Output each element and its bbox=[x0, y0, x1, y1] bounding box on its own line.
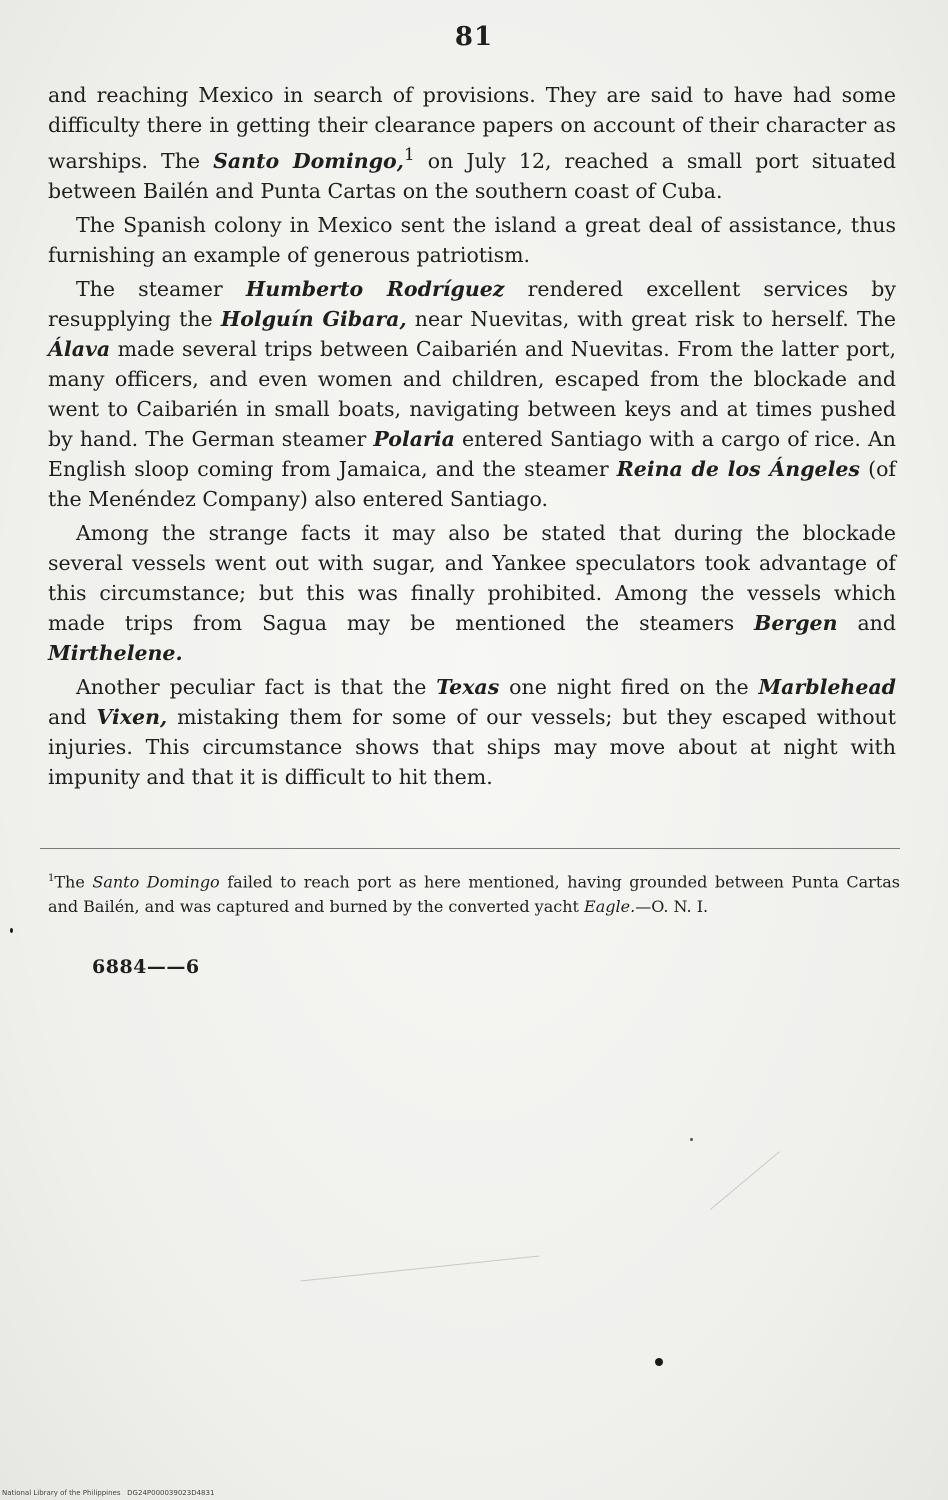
scan-mark bbox=[301, 1255, 540, 1281]
scan-speck bbox=[690, 1138, 693, 1141]
footnote-divider bbox=[40, 848, 900, 849]
ship-name: Santo Domingo bbox=[92, 872, 220, 892]
ship-name: Marblehead bbox=[758, 674, 896, 699]
footnote: $^1$The Santo Domingo failed to reach port as here mentioned, having grounded between Punta Cartas and Bailén, and was captured and burned by the converted yacht Eagle.—O. N. I. bbox=[48, 872, 901, 917]
ship-name: Holguín Gibara, bbox=[220, 306, 407, 331]
ship-name: Bergen bbox=[754, 610, 838, 635]
ship-name: Texas bbox=[436, 674, 500, 699]
ship-name: Vixen, bbox=[96, 704, 168, 729]
scan-credit: National Library of the Philippines DG24P000039023D4831 bbox=[2, 1489, 215, 1497]
ship-name: Reina de los Ángeles bbox=[616, 456, 860, 481]
scan-speck bbox=[10, 928, 13, 933]
ship-name: Mirthelene. bbox=[48, 640, 183, 665]
scan-speck bbox=[655, 1358, 663, 1366]
paragraph-1: and reaching Mexico in search of provisions. They are said to have had some difficulty there in getting their clearance papers on account of their character as warships. The Santo Domingo,$^1$ on July 12, reached a small port situated between Bailén and Punta Cartas on the southern coast of Cuba. bbox=[48, 83, 896, 203]
footnote-reference: 1 bbox=[403, 145, 415, 165]
printer-signature: 6884——6 bbox=[92, 956, 200, 978]
paragraph-2: The Spanish colony in Mexico sent the island a great deal of assistance, thus furnishing an example of generous patriotism. bbox=[48, 212, 896, 267]
body-text bbox=[48, 80, 896, 796]
scan-mark bbox=[710, 1151, 780, 1210]
page-number: 81 bbox=[454, 22, 494, 52]
ship-name: Polaria bbox=[373, 426, 455, 451]
ship-name: Humberto Rodríguez bbox=[245, 276, 505, 301]
paragraph-4: Among the strange facts it may also be stated that during the blockade several vessels went out with sugar, and Yankee speculators took advantage of this circumstance; but this was finally prohibited. Among the vessels which made trips from Sagua may be mentioned the steamers Bergen and Mirthelene. bbox=[48, 520, 896, 665]
paragraph-5: Another peculiar fact is that the Texas one night fired on the Marblehead and Vixen, mistaking them for some of our vessels; but they escaped without injuries. This circumstance shows that ships may move about at night with impunity and that it is difficult to hit them. bbox=[48, 674, 896, 789]
footnote-marker: 1 bbox=[48, 873, 55, 884]
ship-name: Santo Domingo, bbox=[213, 148, 404, 173]
ship-name: Eagle. bbox=[584, 897, 636, 917]
ship-name: Álava bbox=[48, 336, 111, 361]
paragraph-3: The steamer Humberto Rodríguez rendered excellent services by resupplying the Holguín Gibara, near Nuevitas, with great risk to herself. The Álava made several trips between Caibarién and Nuevitas. From the latter port, many officers, and even women and children, escaped from the blockade and went to Caibarién in small boats, navigating between keys and at times pushed by hand. The German steamer Polaria entered Santiago with a cargo of rice. An English sloop coming from Jamaica, and the steamer Reina de los Ángeles (of the Menéndez Company) also entered Santiago. bbox=[48, 276, 896, 511]
